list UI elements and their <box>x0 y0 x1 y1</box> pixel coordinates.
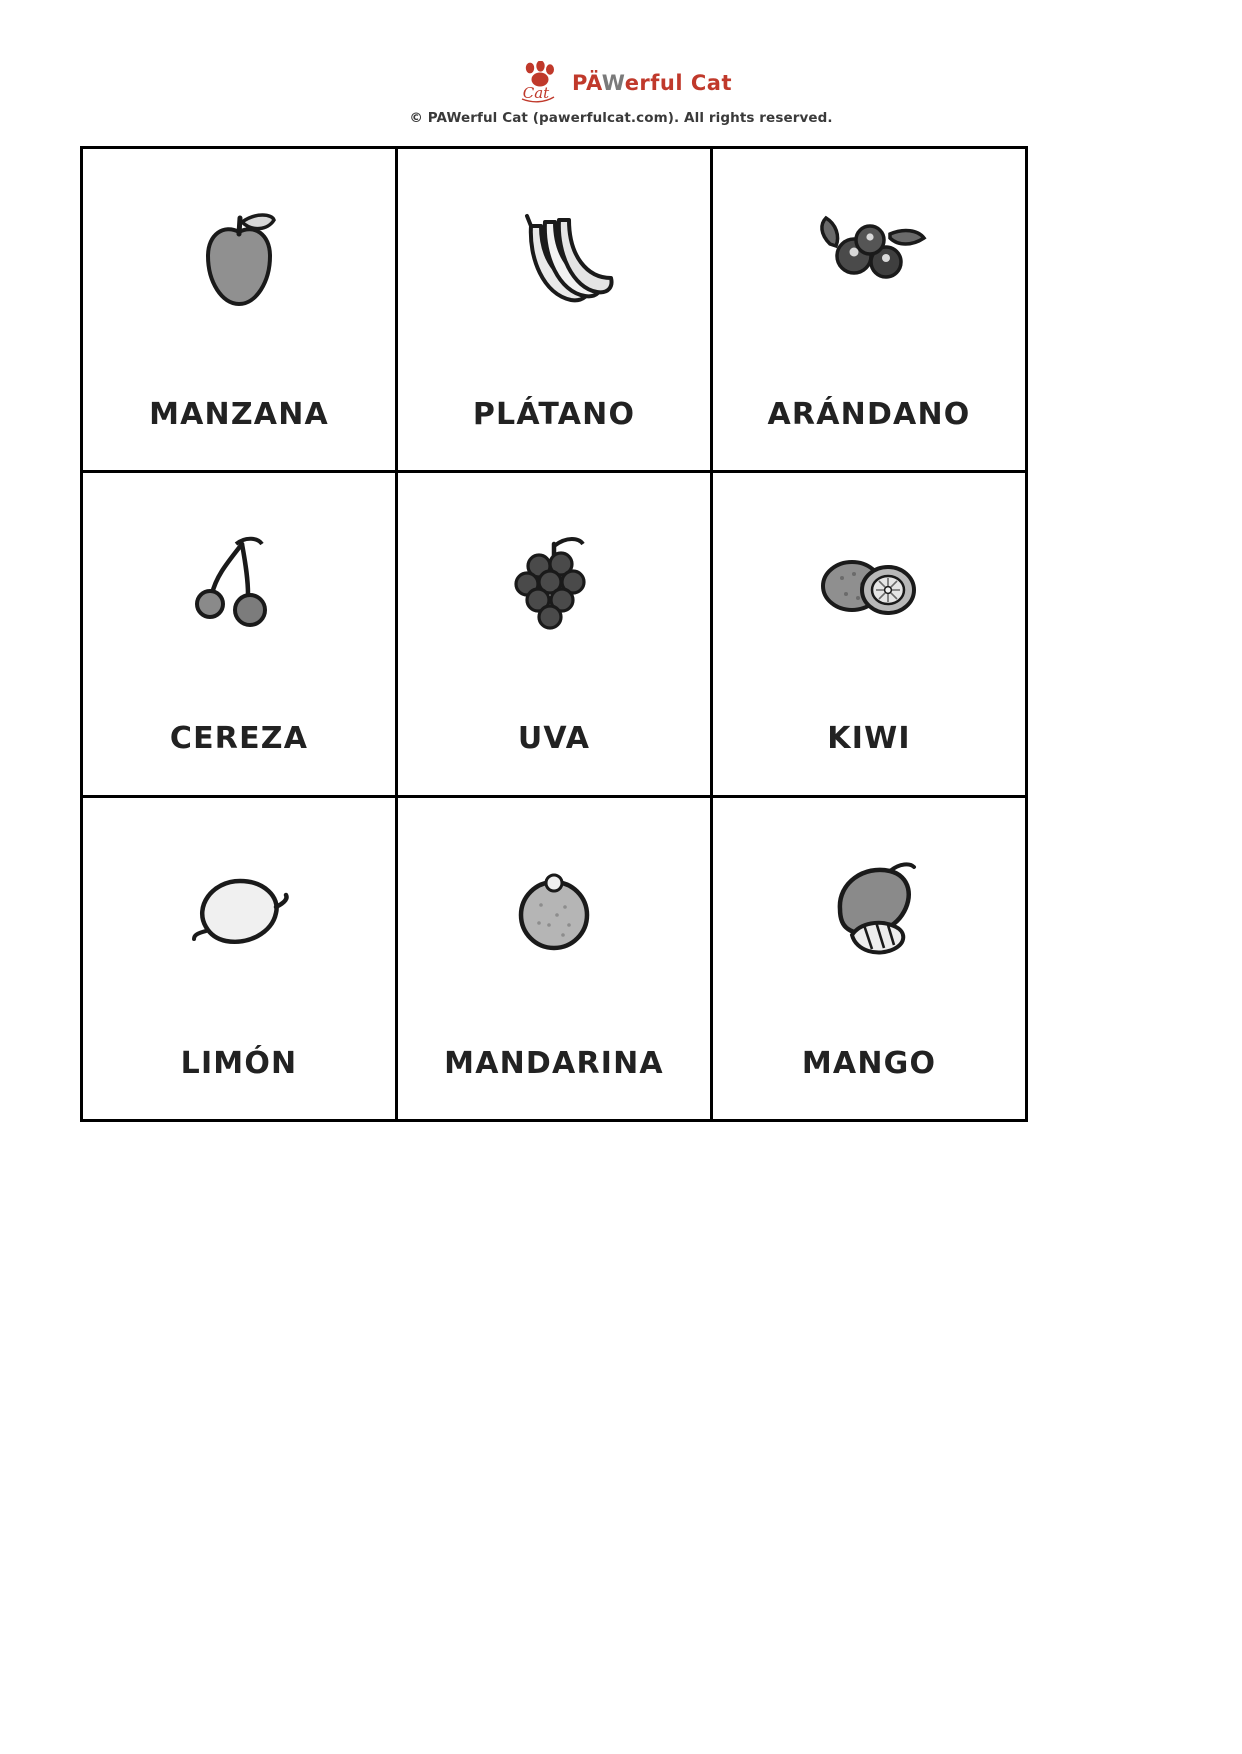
flashcard-grid-wrapper <box>80 146 1028 1122</box>
flashcard-cell[interactable] <box>83 798 398 1122</box>
tangerine-icon <box>398 816 710 1012</box>
flashcard-label: LIMÓN <box>180 1045 298 1081</box>
svg-text:Cat: Cat <box>522 84 550 102</box>
kiwi-icon <box>713 491 1025 687</box>
lemon-icon <box>83 816 395 1012</box>
flashcard-label: MANZANA <box>149 397 329 432</box>
grapes-icon <box>398 491 710 687</box>
flashcard-cell[interactable] <box>398 798 713 1122</box>
apple-icon <box>83 167 395 363</box>
flashcard-label: ARÁNDANO <box>767 397 971 432</box>
flashcard-cell[interactable] <box>83 473 398 797</box>
flashcard-label: KIWI <box>827 721 911 757</box>
flashcard-cell[interactable] <box>713 149 1028 473</box>
brand-name-w: W <box>601 70 625 95</box>
flashcard-label: UVA <box>517 721 591 757</box>
flashcard-label: MANDARINA <box>444 1045 664 1081</box>
brand-name-part2: erful Cat <box>624 70 733 95</box>
flashcard-cell[interactable] <box>398 149 713 473</box>
flashcard-cell[interactable] <box>713 473 1028 797</box>
page-header <box>0 0 1242 126</box>
flashcard-label: CEREZA <box>169 721 309 757</box>
flashcard-cell[interactable] <box>83 149 398 473</box>
cherry-icon <box>83 491 395 687</box>
mango-icon <box>713 816 1025 1012</box>
flashcard-label: PLÁTANO <box>472 397 636 432</box>
flashcard-label: MANGO <box>801 1045 937 1081</box>
blueberry-icon <box>713 167 1025 363</box>
flashcard-grid <box>80 146 1028 1122</box>
copyright-text: © PAWerful Cat (pawerfulcat.com). All rights reserved. <box>409 110 833 126</box>
brand-logo <box>510 62 732 104</box>
flashcard-cell[interactable] <box>713 798 1028 1122</box>
flashcard-cell[interactable] <box>398 473 713 797</box>
brand-name-part1: PÄ <box>571 70 602 95</box>
paw-cat-icon <box>510 61 566 105</box>
banana-icon <box>398 167 710 363</box>
brand-name <box>571 70 733 95</box>
